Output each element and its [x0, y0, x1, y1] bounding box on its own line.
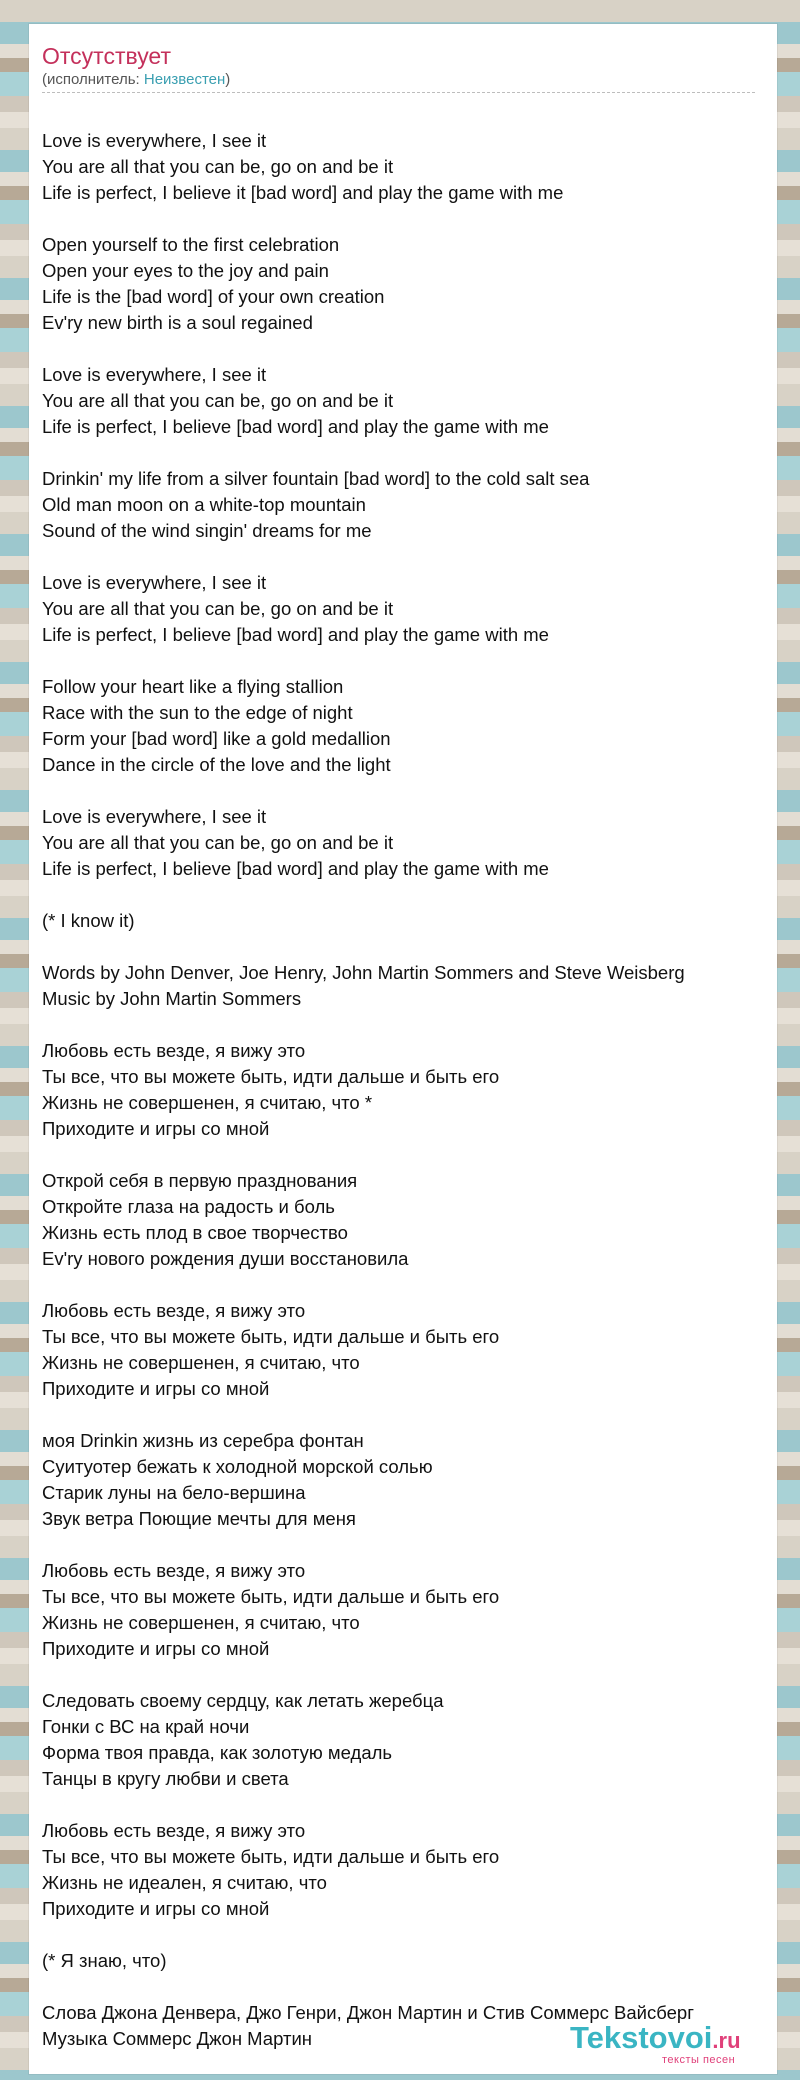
stanza-gap	[42, 882, 772, 908]
lyric-line: Life is perfect, I believe it [bad word] and play the game with me	[42, 182, 564, 203]
lyric-line: You are all that you can be, go on and be it	[42, 390, 394, 411]
lyric-line: Танцы в кругу любви и света	[42, 1768, 289, 1789]
lyric-line: Love is everywhere, I see it	[42, 572, 267, 593]
lyric-line: Life is perfect, I believe [bad word] and play the game with me	[42, 624, 549, 645]
lyric-line: Drinkin' my life from a silver fountain [bad word] to the cold salt sea	[42, 468, 590, 489]
lyric-line: Любовь есть везде, я вижу это	[42, 1040, 306, 1061]
stanza-gap	[42, 544, 772, 570]
stanza-gap	[42, 1402, 772, 1428]
lyric-line: Любовь есть везде, я вижу это	[42, 1820, 306, 1841]
lyric-line: Ты все, что вы можете быть, идти дальше и быть его	[42, 1066, 500, 1087]
stanza-gap	[42, 336, 772, 362]
lyrics-text	[42, 128, 772, 2052]
lyric-line: моя Drinkin жизнь из серебра фонтан	[42, 1430, 364, 1451]
artist-line	[42, 71, 230, 89]
lyric-line: Music by John Martin Sommers	[42, 988, 302, 1009]
artist-suffix: )	[225, 71, 231, 88]
stanza-gap	[42, 934, 772, 960]
lyric-line: Ты все, что вы можете быть, идти дальше и быть его	[42, 1586, 500, 1607]
stanza-gap	[42, 1012, 772, 1038]
lyric-line: Музыка Соммерс Джон Мартин	[42, 2028, 312, 2049]
lyric-line: Old man moon on a white-top mountain	[42, 494, 366, 515]
lyric-line: Следовать своему сердцу, как летать жеребца	[42, 1690, 444, 1711]
lyric-line: Life is the [bad word] of your own creation	[42, 286, 385, 307]
lyric-line: Старик луны на бело-вершина	[42, 1482, 306, 1503]
lyric-line: Ev'ry нового рождения души восстановила	[42, 1248, 409, 1269]
lyric-line: Звук ветра Поющие мечты для меня	[42, 1508, 356, 1529]
logo-name: Tekstovoi	[570, 2020, 713, 2055]
logo-subtitle: тексты песен	[662, 2054, 736, 2066]
logo-tld: .ru	[712, 2028, 741, 2053]
stanza-gap	[42, 440, 772, 466]
lyric-line: Follow your heart like a flying stallion	[42, 676, 344, 697]
stanza-gap	[42, 206, 772, 232]
lyric-line: You are all that you can be, go on and be it	[42, 832, 394, 853]
lyric-line: Жизнь не совершенен, я считаю, что *	[42, 1092, 373, 1113]
lyric-line: Form your [bad word] like a gold medallion	[42, 728, 391, 749]
lyric-line: Words by John Denver, Joe Henry, John Martin Sommers and Steve Weisberg	[42, 962, 685, 983]
artist-link[interactable]: Неизвестен	[143, 71, 226, 88]
lyric-line: Жизнь не идеален, я считаю, что	[42, 1872, 327, 1893]
stanza-gap	[42, 1142, 772, 1168]
lyric-line: Откройте глаза на радость и боль	[42, 1196, 335, 1217]
artist-prefix: (исполнитель:	[42, 71, 144, 88]
stanza-gap	[42, 1974, 772, 2000]
lyric-line: Жизнь есть плод в свое творчество	[42, 1222, 348, 1243]
lyrics-card	[29, 24, 777, 2074]
stanza-gap	[42, 1662, 772, 1688]
lyric-line: Life is perfect, I believe [bad word] and play the game with me	[42, 416, 549, 437]
site-logo[interactable]	[570, 2021, 780, 2065]
lyric-line: Слова Джона Денвера, Джо Генри, Джон Мартин и Стив Соммерс Вайсберг	[42, 2002, 694, 2023]
stanza-gap	[42, 1792, 772, 1818]
lyric-line: Sound of the wind singin' dreams for me	[42, 520, 372, 541]
lyric-line: Ты все, что вы можете быть, идти дальше и быть его	[42, 1326, 500, 1347]
stanza-gap	[42, 648, 772, 674]
lyric-line: Open your eyes to the joy and pain	[42, 260, 329, 281]
lyric-line: Жизнь не совершенен, я считаю, что	[42, 1612, 360, 1633]
lyric-line: Приходите и игры со мной	[42, 1118, 270, 1139]
lyric-line: Суитуотер бежать к холодной морской солью	[42, 1456, 433, 1477]
lyric-line: Форма твоя правда, как золотую медаль	[42, 1742, 393, 1763]
lyric-line: Ev'ry new birth is a soul regained	[42, 312, 313, 333]
lyric-line: (* Я знаю, что)	[42, 1950, 167, 1971]
lyric-line: Любовь есть везде, я вижу это	[42, 1560, 306, 1581]
lyric-line: Dance in the circle of the love and the light	[42, 754, 391, 775]
lyric-line: Ты все, что вы можете быть, идти дальше и быть его	[42, 1846, 500, 1867]
logo-wordmark	[570, 2021, 741, 2058]
title-divider	[42, 92, 755, 93]
lyric-line: Open yourself to the first celebration	[42, 234, 340, 255]
stanza-gap	[42, 778, 772, 804]
lyric-line: Life is perfect, I believe [bad word] and play the game with me	[42, 858, 549, 879]
song-title: Отсутствует	[42, 43, 171, 69]
lyric-line: Love is everywhere, I see it	[42, 130, 267, 151]
stanza-gap	[42, 1532, 772, 1558]
lyric-line: (* I know it)	[42, 910, 135, 931]
lyric-line: Love is everywhere, I see it	[42, 364, 267, 385]
stanza-gap	[42, 1272, 772, 1298]
lyric-line: Жизнь не совершенен, я считаю, что	[42, 1352, 360, 1373]
lyric-line: You are all that you can be, go on and be it	[42, 156, 394, 177]
lyric-line: Гонки с ВС на край ночи	[42, 1716, 250, 1737]
lyric-line: Love is everywhere, I see it	[42, 806, 267, 827]
lyric-line: Любовь есть везде, я вижу это	[42, 1300, 306, 1321]
lyric-line: You are all that you can be, go on and be it	[42, 598, 394, 619]
lyric-line: Приходите и игры со мной	[42, 1378, 270, 1399]
lyric-line: Приходите и игры со мной	[42, 1638, 270, 1659]
lyric-line: Открой себя в первую празднования	[42, 1170, 358, 1191]
lyric-line: Приходите и игры со мной	[42, 1898, 270, 1919]
stanza-gap	[42, 1922, 772, 1948]
lyric-line: Race with the sun to the edge of night	[42, 702, 353, 723]
